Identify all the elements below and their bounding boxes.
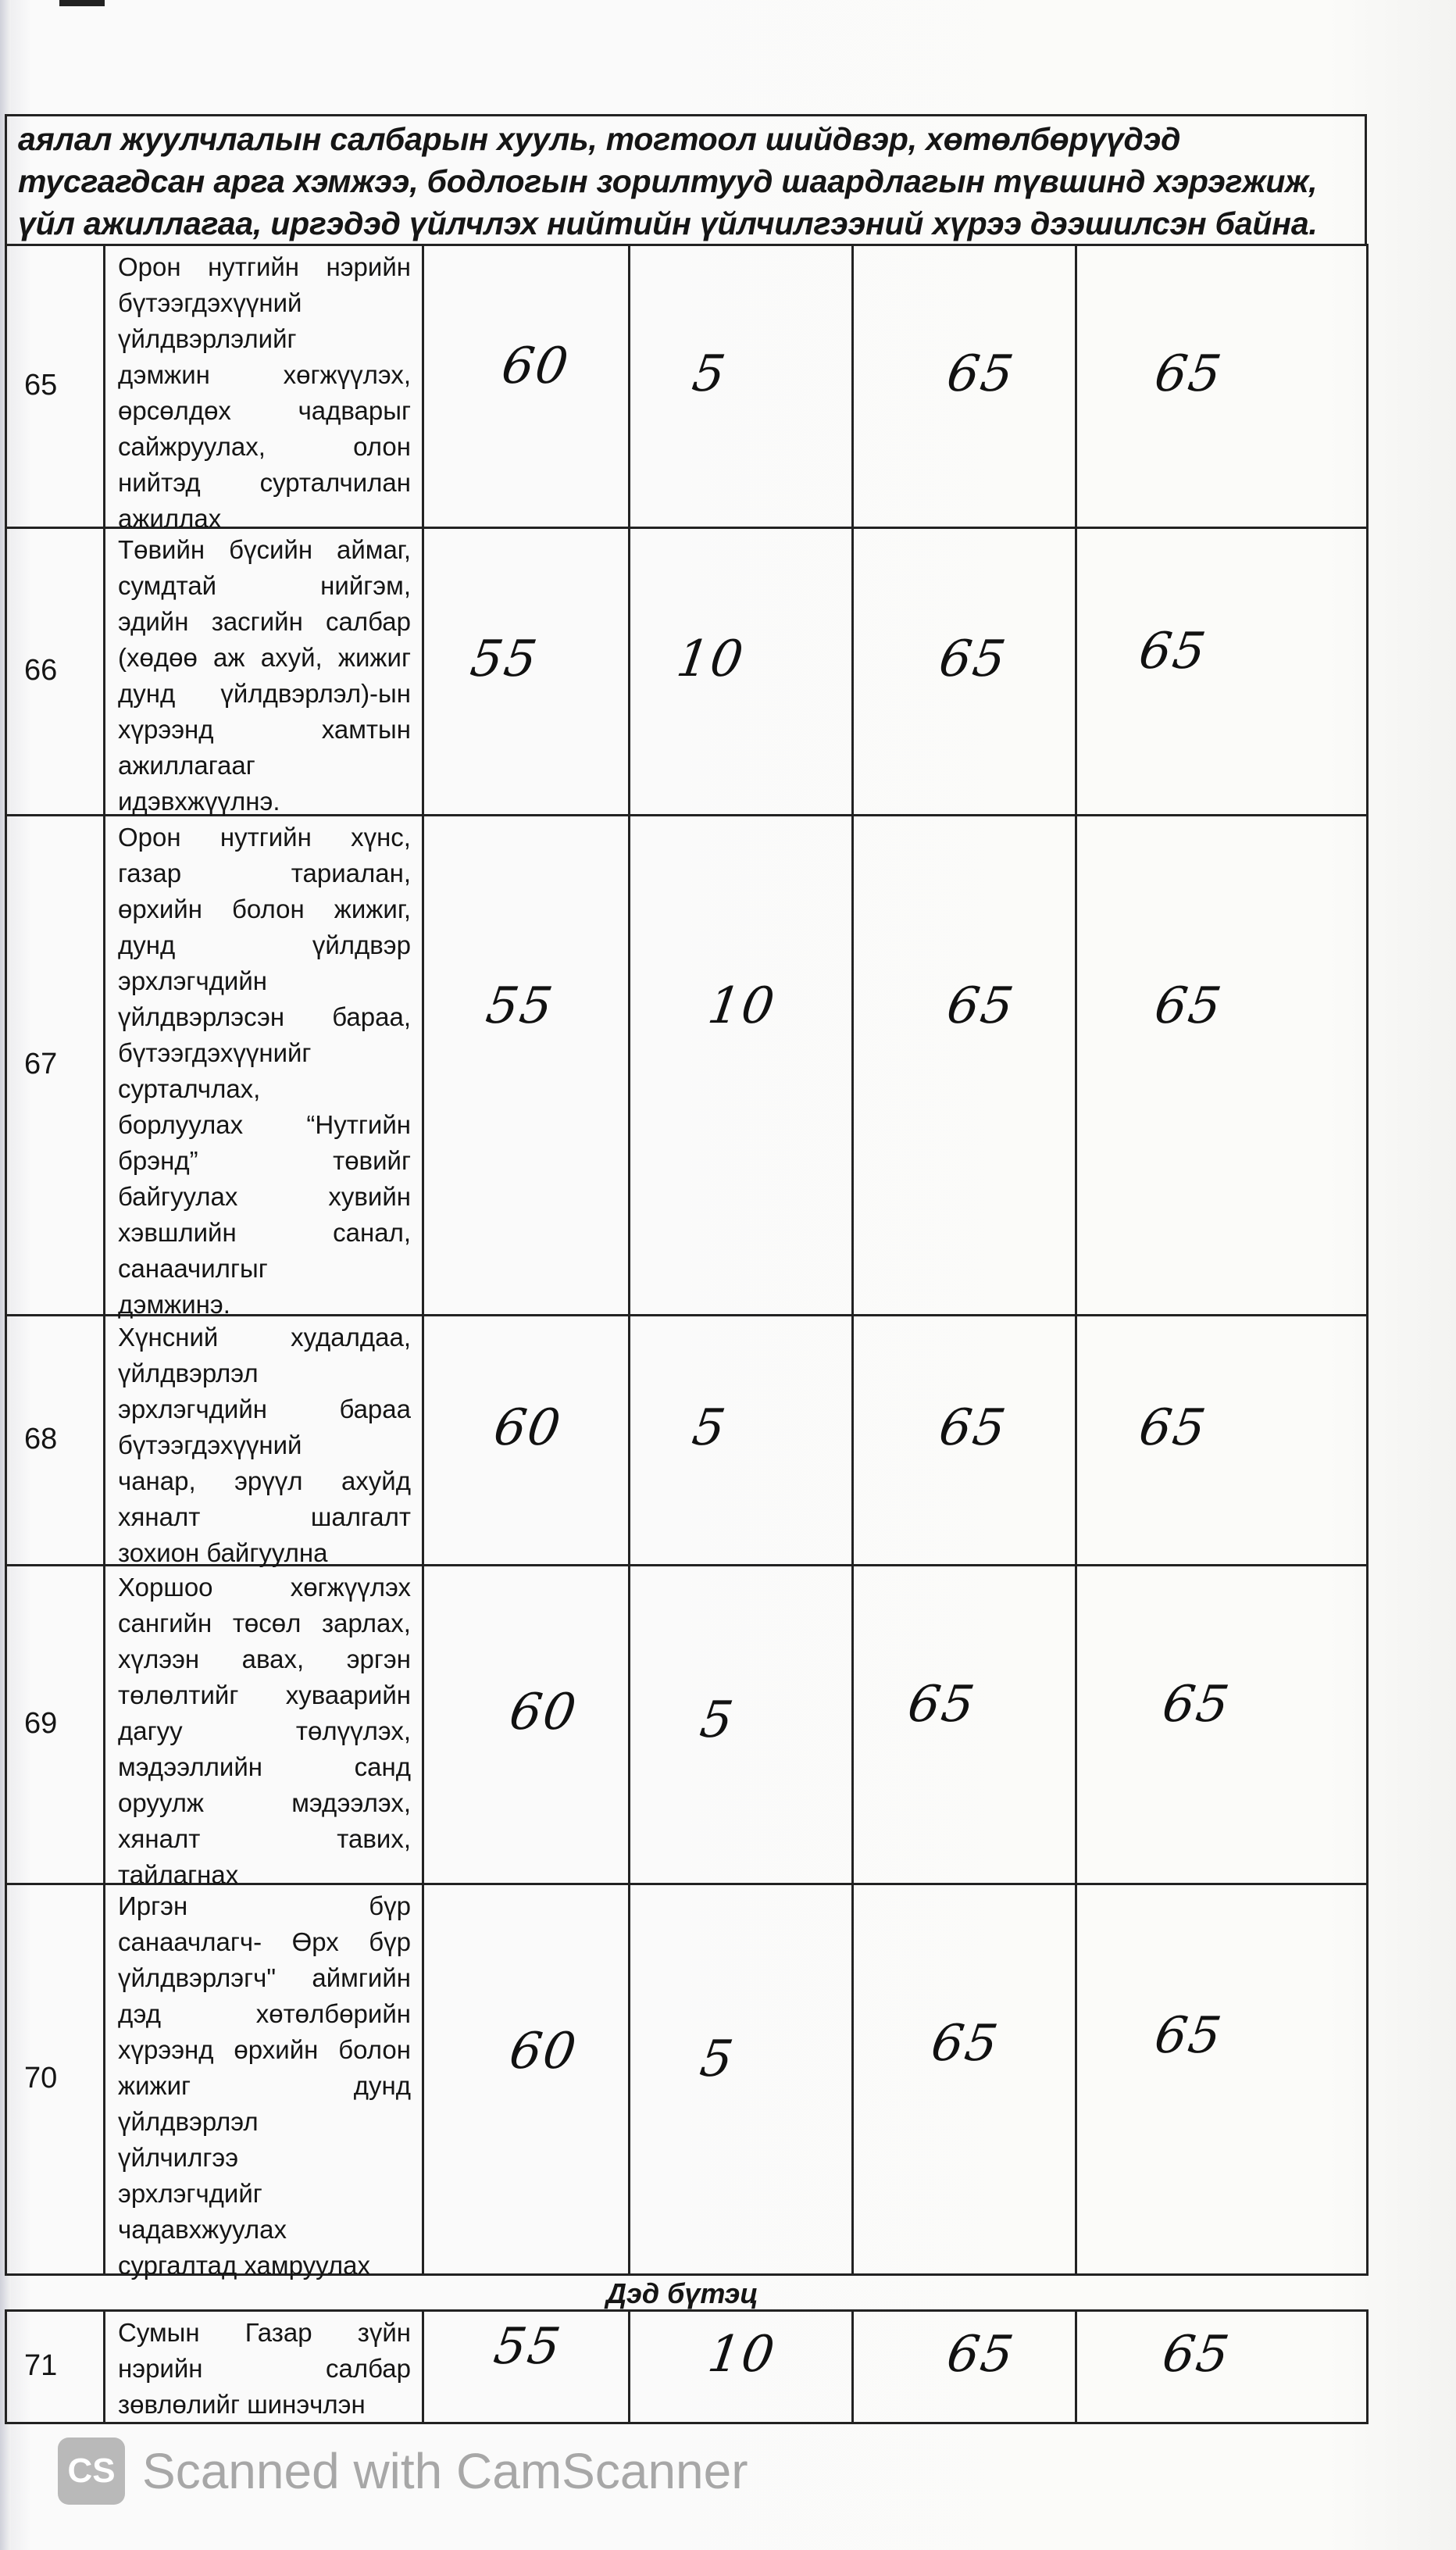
description-line: үйлдвэрлэл <box>118 1359 259 1388</box>
handwritten-score: 55 <box>482 977 558 1035</box>
description-line: зохион байгуулна <box>118 1538 328 1567</box>
handwritten-score: 65 <box>1158 1676 1234 1734</box>
row-number: 71 <box>24 2349 58 2382</box>
activity-description-cell <box>103 1316 422 1567</box>
description-line: брэнд” төвийг <box>118 1146 411 1175</box>
row-number-cell <box>5 1316 103 1564</box>
handwritten-score: 5 <box>688 345 730 403</box>
activity-description <box>105 2312 422 2423</box>
description-line: жижиг дунд <box>118 2071 411 2100</box>
score-cell <box>628 246 851 527</box>
description-line: Сумын Газар зүйн <box>118 2318 411 2347</box>
description-line: ажиллагааг <box>118 751 255 780</box>
score-cell <box>1075 816 1369 1314</box>
table-row <box>5 1885 1369 2280</box>
description-line: төлөлтийг хуваарийн <box>118 1680 411 1709</box>
table-row <box>5 246 1369 533</box>
score-cell <box>628 1885 851 2273</box>
row-number: 70 <box>24 2062 58 2095</box>
score-cell <box>628 1316 851 1564</box>
score-cell <box>851 246 1075 527</box>
row-number: 69 <box>24 1707 58 1740</box>
handwritten-score: 55 <box>466 630 542 688</box>
description-line: мэдээллийн санд <box>118 1752 411 1781</box>
description-line: (хөдөө аж ахуй, жижиг <box>118 643 411 672</box>
activity-description-cell <box>103 2312 422 2422</box>
description-line: Төвийн бүсийн аймаг, <box>118 535 411 564</box>
handwritten-score: 55 <box>490 2318 566 2376</box>
handwritten-score: 65 <box>1135 623 1211 680</box>
handwritten-score: 65 <box>935 630 1011 688</box>
row-number: 66 <box>24 654 58 687</box>
description-line: өрхийн болон жижиг, <box>118 895 411 923</box>
description-line: дэмжин хөгжүүлэх, <box>118 360 411 389</box>
description-line: идэвхжүүлнэ. <box>118 787 280 816</box>
handwritten-score: 65 <box>1151 977 1226 1035</box>
score-cell <box>851 1885 1075 2273</box>
description-line: санаачилгыг <box>118 1254 268 1283</box>
activity-description-cell <box>103 529 422 814</box>
watermark-text: Scanned with CamScanner <box>142 2443 748 2499</box>
score-cell <box>422 2312 628 2422</box>
top-binding-mark <box>59 0 105 6</box>
score-cell <box>422 246 628 527</box>
handwritten-score: 65 <box>943 2326 1019 2384</box>
score-cell <box>851 1566 1075 1883</box>
description-line: дунд үйлдвэрлэл)-ын <box>118 679 411 708</box>
description-line: байгуулах хувийн <box>118 1182 411 1211</box>
description-line: оруулж мэдээлэх, <box>118 1788 411 1817</box>
description-line: үйлдвэрлэлийг <box>118 324 297 353</box>
description-line: хүрээнд хамтын <box>118 715 411 744</box>
description-line: сурталчлах, <box>118 1074 261 1103</box>
description-line: Хоршоо хөгжүүлэх <box>118 1573 411 1602</box>
description-line: тайлагнах <box>118 1860 239 1889</box>
table-row <box>5 1316 1369 1566</box>
description-line: дагуу төлүүлэх, <box>118 1716 411 1745</box>
activity-description <box>105 246 422 537</box>
plan-table <box>5 244 1369 2419</box>
description-line: үйлдвэрлэгч" аймгийн <box>118 1963 411 1992</box>
handwritten-score: 65 <box>904 1676 980 1734</box>
row-number-cell <box>5 1566 103 1883</box>
activity-description-cell <box>103 816 422 1319</box>
description-line: санаачлагч- Өрх бүр <box>118 1927 411 1956</box>
description-line: бүтээгдэхүүнийг <box>118 1038 312 1067</box>
description-line: дэмжинэ. <box>118 1290 230 1319</box>
handwritten-score: 65 <box>1151 2007 1226 2065</box>
description-line: Хүнсний худалдаа, <box>118 1323 411 1352</box>
description-line: хяналт тавих, <box>118 1824 411 1853</box>
description-line: нэрийн салбар <box>118 2354 411 2383</box>
score-cell <box>851 1316 1075 1564</box>
description-line: эрхлэгчдийн бараа <box>118 1395 411 1423</box>
handwritten-score: 65 <box>943 977 1019 1035</box>
score-cell <box>628 816 851 1314</box>
description-line: эрхлэгчдийг <box>118 2179 262 2208</box>
scanner-watermark <box>58 2436 748 2506</box>
handwritten-score: 60 <box>490 1399 566 1457</box>
activity-description-cell <box>103 1566 422 1889</box>
handwritten-score: 10 <box>704 977 780 1035</box>
activity-description <box>105 816 422 1323</box>
score-cell <box>422 1885 628 2273</box>
description-line: сангийн төсөл зарлах, <box>118 1609 411 1638</box>
score-cell <box>1075 529 1369 814</box>
description-line: чанар, эрүүл ахуйд <box>118 1466 411 1495</box>
table-row <box>5 529 1369 816</box>
description-line: үйлдвэрлэсэн бараа, <box>118 1002 411 1031</box>
description-line: Орон нутгийн хүнс, <box>118 823 411 852</box>
score-cell <box>422 529 628 814</box>
score-cell <box>1075 1316 1369 1564</box>
activity-description <box>105 529 422 820</box>
row-number: 67 <box>24 1048 58 1080</box>
section-header-row <box>5 2276 1369 2312</box>
score-cell <box>422 1566 628 1883</box>
description-line: газар тариалан, <box>118 859 411 888</box>
handwritten-score: 5 <box>696 2030 738 2088</box>
score-cell <box>628 2312 851 2422</box>
row-number-cell <box>5 2312 103 2422</box>
description-line: хүрээнд өрхийн болон <box>118 2035 411 2064</box>
score-cell <box>851 529 1075 814</box>
activity-description <box>105 1885 422 2284</box>
intro-line: тусгагдсан арга хэмжээ, бодлогын зорилтууд шаардлагын түвшинд хэрэгжиж, <box>18 163 1318 199</box>
description-line: хүлээн авах, эргэн <box>118 1645 411 1673</box>
handwritten-score: 65 <box>943 345 1019 403</box>
description-line: ажиллах <box>118 504 222 533</box>
camscanner-logo: CS <box>58 2438 125 2505</box>
row-number-cell <box>5 816 103 1314</box>
intro-paragraph <box>5 114 1367 245</box>
handwritten-score: 65 <box>1151 345 1226 403</box>
handwritten-score: 65 <box>1158 2326 1234 2384</box>
table-row <box>5 2312 1369 2424</box>
activity-description <box>105 1566 422 1893</box>
description-line: эрхлэгчдийн <box>118 966 267 995</box>
description-line: сайжруулах, олон <box>118 432 411 461</box>
handwritten-score: 5 <box>696 1691 738 1749</box>
score-cell <box>1075 2312 1369 2422</box>
handwritten-score: 60 <box>498 338 573 395</box>
description-line: борлуулах “Нутгийн <box>118 1110 411 1139</box>
score-cell <box>1075 246 1369 527</box>
score-cell <box>1075 1566 1369 1883</box>
score-cell <box>628 1566 851 1883</box>
description-line: үйлчилгээ <box>118 2143 239 2172</box>
table-row <box>5 816 1369 1319</box>
section-title: Дэд бүтэц <box>606 2277 758 2309</box>
activity-description-cell <box>103 1885 422 2280</box>
description-line: хяналт шалгалт <box>118 1502 411 1531</box>
handwritten-score: 65 <box>1135 1399 1211 1457</box>
description-line: Иргэн бүр <box>118 1891 411 1920</box>
handwritten-score: 65 <box>935 1399 1011 1457</box>
handwritten-score: 60 <box>505 1684 581 1741</box>
description-line: дунд үйлдвэр <box>118 930 411 959</box>
row-number-cell <box>5 529 103 814</box>
intro-line: аялал жуулчлалын салбарын хууль, тогтоол шийдвэр, хөтөлбөрүүдэд <box>18 121 1181 157</box>
row-number-cell <box>5 246 103 527</box>
description-line: өрсөлдөх чадварыг <box>118 396 411 425</box>
description-line: бүтээгдэхүүний <box>118 288 302 317</box>
description-line: сургалтад хамруулах <box>118 2251 370 2280</box>
score-cell <box>1075 1885 1369 2273</box>
activity-description <box>105 1316 422 1571</box>
description-line: нийтэд сурталчилан <box>118 468 411 497</box>
handwritten-score: 60 <box>505 2023 581 2080</box>
score-cell <box>851 2312 1075 2422</box>
score-cell <box>422 816 628 1314</box>
description-line: сумдтай нийгэм, <box>118 571 411 600</box>
description-line: Орон нутгийн нэрийн <box>118 252 411 281</box>
handwritten-score: 65 <box>927 2015 1003 2073</box>
handwritten-score: 10 <box>673 630 748 688</box>
score-cell <box>628 529 851 814</box>
intro-line: үйл ажиллагаа, иргэдэд үйлчлэх нийтийн үйлчилгээний хүрээ дээшилсэн байна. <box>18 205 1318 241</box>
row-number: 65 <box>24 369 58 402</box>
description-line: бүтээгдэхүүний <box>118 1430 302 1459</box>
row-number: 68 <box>24 1423 58 1455</box>
description-line: зөвлөлийг шинэчлэн <box>118 2390 366 2419</box>
handwritten-score: 10 <box>704 2326 780 2384</box>
table-row <box>5 1566 1369 1889</box>
score-cell <box>851 816 1075 1314</box>
activity-description-cell <box>103 246 422 533</box>
description-line: хэвшлийн санал, <box>118 1218 411 1247</box>
description-line: үйлдвэрлэл <box>118 2107 259 2136</box>
description-line: дэд хөтөлбөрийн <box>118 1999 411 2028</box>
score-cell <box>422 1316 628 1564</box>
handwritten-score: 5 <box>688 1399 730 1457</box>
description-line: эдийн засгийн салбар <box>118 607 411 636</box>
description-line: чадавхжуулах <box>118 2215 287 2244</box>
row-number-cell <box>5 1885 103 2273</box>
